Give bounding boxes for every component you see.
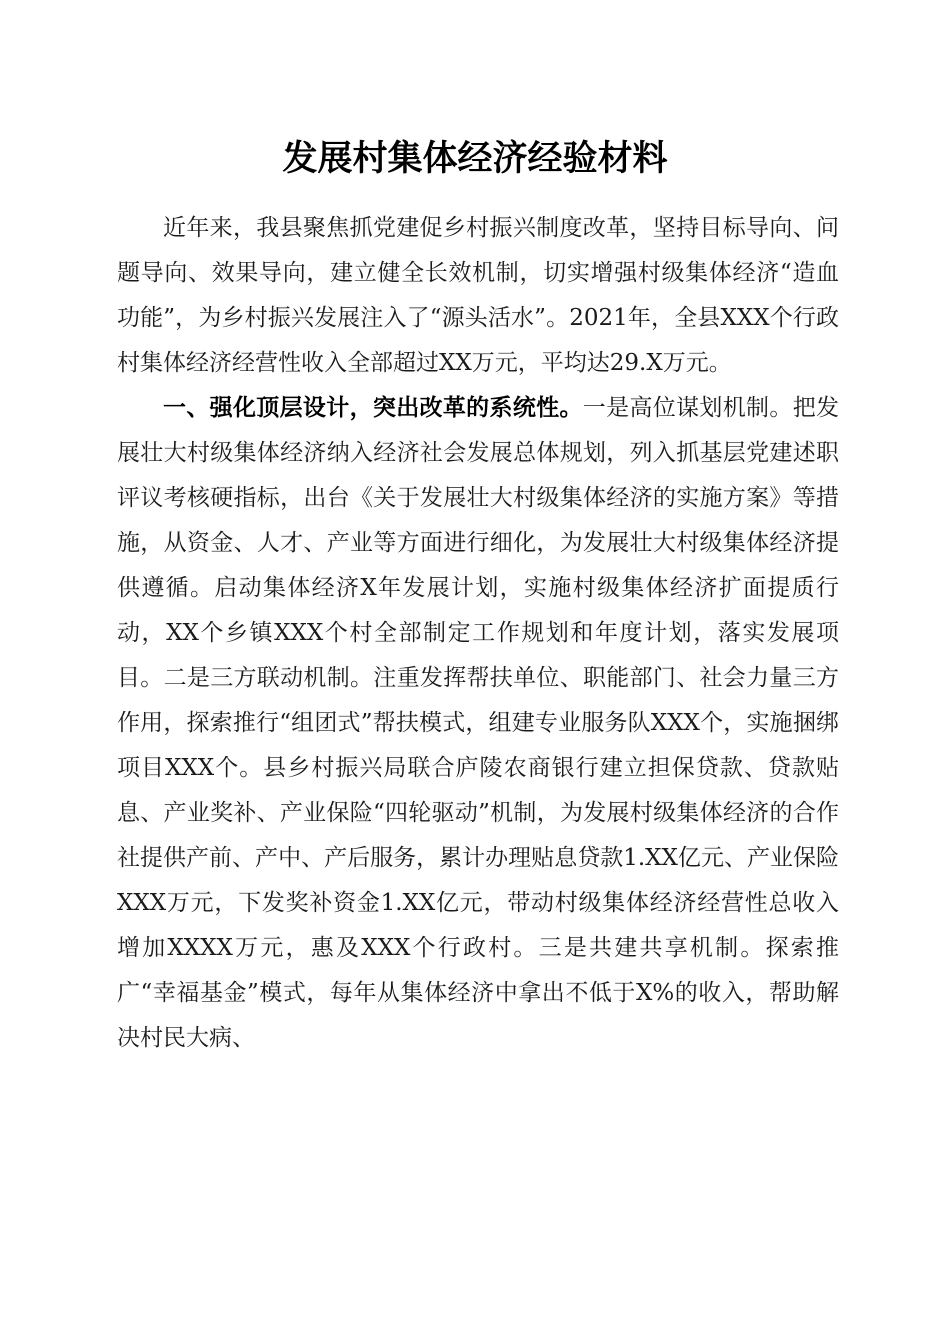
section-1-heading: 一、强化顶层设计，突出改革的系统性。: [163, 395, 583, 421]
intro-paragraph: 近年来，我县聚焦抓党建促乡村振兴制度改革，坚持目标导向、问题导向、效果导向，建立健全长效机制，切实增强村级集体经济“造血功能”，为乡村振兴发展注入了“源头活水”。2021年，全县XXX个行政村集体经济经营性收入全部超过XX万元，平均达29.X万元。: [117, 215, 839, 376]
section-1-paragraph: [117, 386, 839, 1061]
document-body: [117, 206, 839, 1061]
document-title: 发展村集体经济经验材料: [282, 138, 668, 179]
section-1-text: 一是高位谋划机制。把发展壮大村级集体经济纳入经济社会发展总体规划，列入抓基层党建述职评议考核硬指标，出台《关于发展壮大村级集体经济的实施方案》等措施，从资金、人才、产业等方面进行细化，为发展壮大村级集体经济提供遵循。启动集体经济X年发展计划，实施村级集体经济扩面提质行动，XX个乡镇XXX个村全部制定工作规划和年度计划，落实发展项目。二是三方联动机制。注重发挥帮扶单位、职能部门、社会力量三方作用，探索推行“组团式”帮扶模式，组建专业服务队XXX个，实施捆绑项目XXX个。县乡村振兴局联合庐陵农商银行建立担保贷款、贷款贴息、产业奖补、产业保险“四轮驱动”机制，为发展村级集体经济的合作社提供产前、产中、产后服务，累计办理贴息贷款1.XX亿元、产业保险XXX万元，下发奖补资金1.XX亿元，带动村级集体经济经营性总收入增加XXXX万元，惠及XXX个行政村。三是共建共享机制。探索推广“幸福基金”模式，每年从集体经济中拿出不低于X%的收入，帮助解决村民大病、: [117, 395, 840, 1051]
